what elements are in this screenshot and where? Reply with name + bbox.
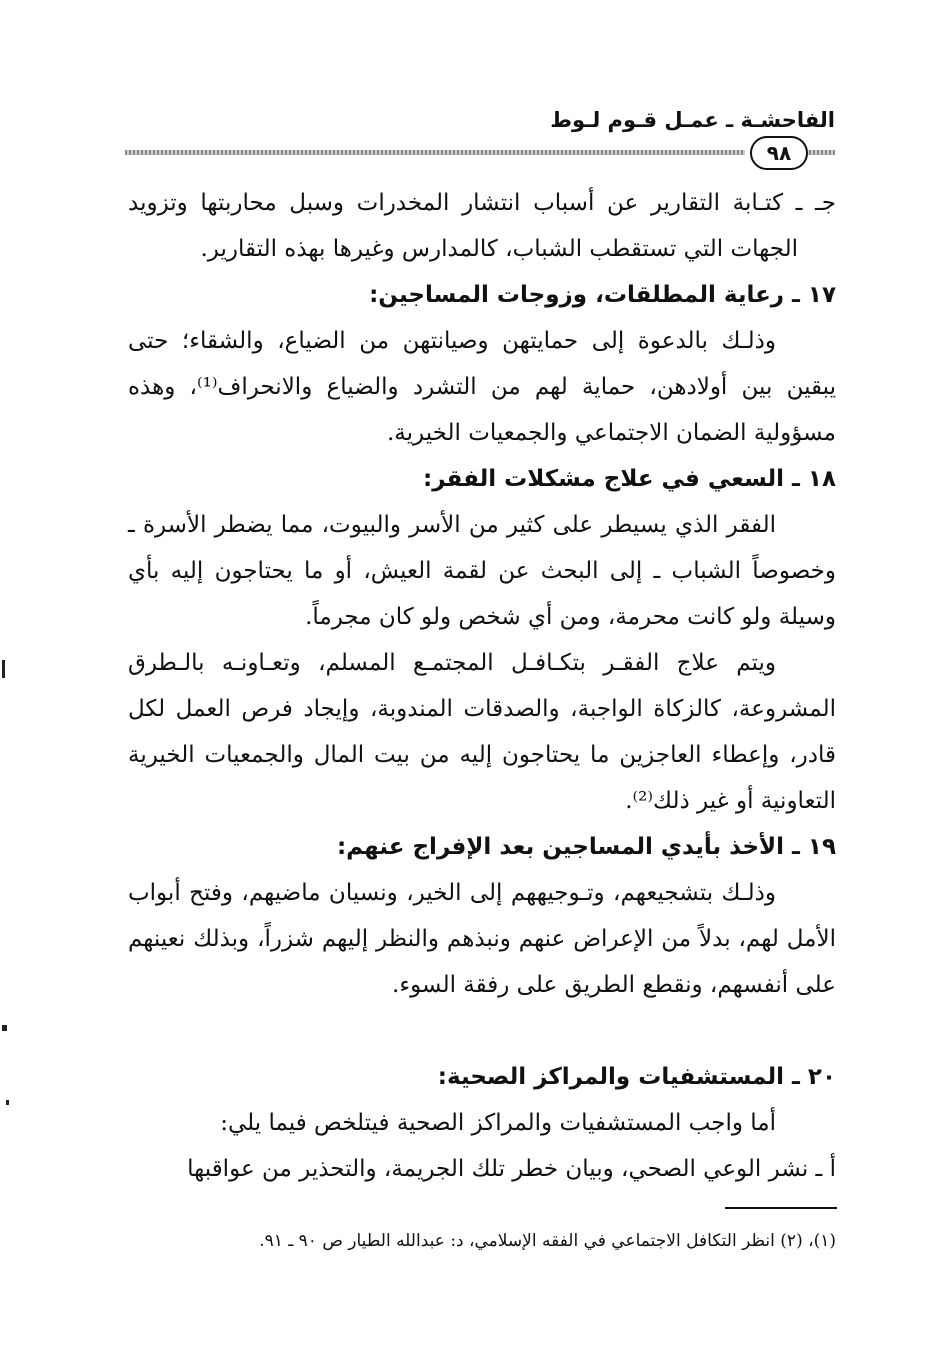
paragraph-20: أما واجب المستشفيات والمراكز الصحية فيتلخص فيما يلي: (220, 1110, 776, 1136)
scan-margin-mark (2, 1025, 7, 1031)
section-heading-18: ١٨ ـ السعي في علاج مشكلات الفقر: (423, 466, 836, 492)
section-heading-19: ١٩ ـ الأخذ بأيدي المساجين بعد الإفراج عنهم: (336, 834, 836, 860)
header-rule-left (125, 150, 745, 155)
running-title: الفاحشـة ـ عمـل قـوم لـوط (550, 108, 835, 132)
scan-margin-mark (6, 1100, 9, 1105)
page-header (125, 108, 835, 168)
section-heading-17: ١٧ ـ رعاية المطلقات، وزوجات المساجين: (369, 282, 836, 308)
list-item-a: أ ـ نشر الوعي الصحي، وبيان خطر تلك الجريمة، والتحذير من عواقبها (187, 1156, 836, 1182)
page-number-badge: ٩٨ (750, 136, 808, 170)
list-item-c-text: جـ ـ كتـابة التقارير عن أسباب انتشار المخدرات وسبل محاربتها وتزويد الجهات التي تستقطب الشباب، كالمدارس وغيرها بهذه التقارير. (128, 190, 836, 262)
list-item-c (128, 180, 836, 272)
body-text (128, 180, 836, 1192)
scan-margin-mark (2, 660, 5, 678)
footnote-rule (725, 1207, 837, 1209)
paragraph-19: وذلـك بتشجيعهم، وتـوجيههم إلى الخير، ونسيان ماضيهم، وفتح أبواب الأمل لهم، بدلاً من الإعراض عنهم ونبذهم والنظر إليهم شزراً، وبذلك نعينهم على أنفسهم، ونقطع الطريق على رفقة السوء. (128, 880, 836, 998)
header-rule-right (805, 150, 835, 155)
paragraph-17: وذلـك بالدعوة إلى حمايتهن وصيانتهن من الضياع، والشقاء؛ حتى يبقين بين أولادهن، حماية لهم من التشرد والضياع والانحراف⁽¹⁾، وهذه مسؤولية الضمان الاجتماعي والجمعيات الخيرية. (128, 328, 836, 446)
section-spacer (128, 1008, 836, 1054)
paragraph-18-second: ويتم علاج الفقـر بتكـافـل المجتمـع المسلم، وتعـاونـه بالـطرق المشروعة، كالزكاة الواجبة، والصدقات المندوبة، وإيجاد فرص العمل لكل قادر، وإعطاء العاجزين ما يحتاجون إليه من بيت المال والجمعيات الخيرية التعاونية أو غير ذلك⁽²⁾. (128, 650, 836, 814)
section-heading-20: ٢٠ ـ المستشفيات والمراكز الصحية: (437, 1064, 836, 1090)
paragraph-18-first: الفقر الذي يسيطر على كثير من الأسر والبيوت، مما يضطر الأسرة ـ وخصوصاً الشباب ـ إلى البحث عن لقمة العيش، أو ما يحتاجون إليه بأي وسيلة ولو كانت محرمة، ومن أي شخص ولو كان مجرماً. (128, 512, 836, 630)
footnote: (١)، (٢) انظر التكافل الاجتماعي في الفقه الإسلامي، د: عبدالله الطيار ص ٩٠ ـ ٩١. (259, 1231, 836, 1251)
